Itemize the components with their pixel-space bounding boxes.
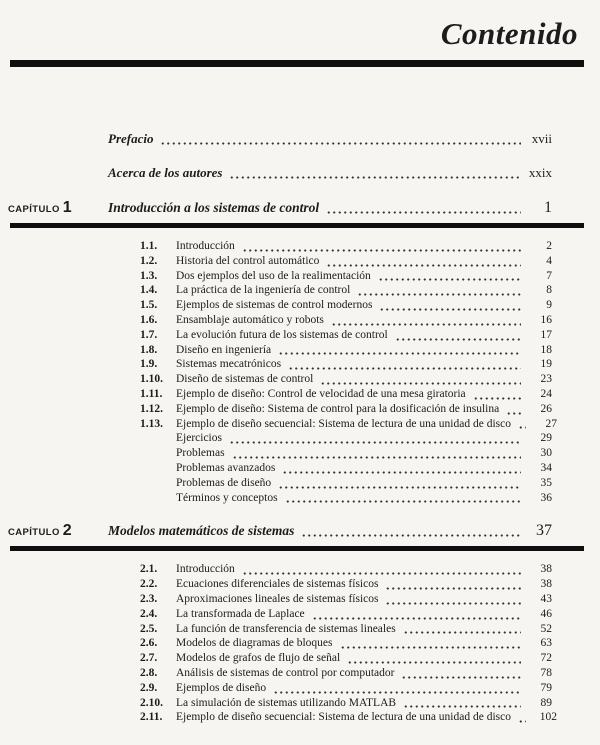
chapter-word: CAPÍTULO — [8, 204, 60, 215]
section-number: 1.13. — [140, 417, 163, 430]
chapter-number: 1 — [62, 199, 72, 216]
toc-entry — [140, 711, 557, 726]
page-number: 24 — [540, 387, 552, 400]
toc-entry — [140, 578, 552, 593]
page-number: 63 — [540, 637, 552, 650]
page-number: 1 — [544, 199, 552, 216]
page-title: Contenido — [440, 16, 578, 51]
dot-leader — [385, 587, 521, 590]
page-number: 34 — [540, 461, 552, 474]
chapter-word: CAPÍTULO — [8, 527, 60, 539]
toc-entry — [140, 329, 552, 344]
section-title: Problemas — [176, 447, 225, 460]
section-number: 1.12. — [140, 402, 163, 415]
dot-leader — [242, 572, 521, 575]
section-title: Ejemplo de diseño: Sistema de control para la dosificación de insulina — [176, 402, 500, 415]
section-title: Análisis de sistemas de control por computador — [176, 666, 395, 679]
section-title: Ejercicios — [176, 432, 222, 445]
section-number: 2.7. — [140, 652, 158, 665]
chapter-sections — [140, 563, 557, 726]
page-number: 29 — [540, 432, 552, 445]
section-title: Ejemplo de diseño secuencial: Sistema de lectura de una unidad de disco — [176, 417, 511, 430]
dot-leader — [285, 500, 521, 503]
chapter-heading — [8, 522, 552, 540]
dot-leader — [378, 278, 521, 281]
section-title: Introducción — [176, 563, 235, 576]
toc-entry — [140, 608, 552, 623]
page-number: xxix — [528, 165, 552, 180]
page-number: 102 — [539, 711, 557, 724]
page-number: 30 — [540, 447, 552, 460]
page-number: 79 — [540, 681, 552, 694]
page-number: 8 — [546, 284, 552, 297]
front-matter-label: Prefacio — [108, 131, 154, 146]
top-divider — [10, 60, 584, 67]
section-title: La simulación de sistemas utilizando MATLAB — [176, 696, 397, 709]
page-number: 78 — [540, 666, 552, 679]
toc-entry — [140, 682, 552, 697]
toc-entry — [140, 652, 552, 667]
toc-entry — [140, 314, 552, 329]
chapter-sections — [140, 240, 557, 506]
front-matter — [108, 131, 552, 182]
toc-entry — [140, 270, 552, 285]
dot-leader — [301, 534, 521, 537]
section-title: Ecuaciones diferenciales de sistemas físicos — [176, 578, 379, 591]
section-number: 2.3. — [140, 592, 158, 605]
front-matter-label: Acerca de los autores — [108, 165, 223, 180]
dot-leader — [326, 211, 521, 214]
title-row — [0, 0, 600, 56]
toc-entry — [140, 492, 552, 507]
section-number: 1.2. — [140, 254, 158, 267]
section-title: Ejemplo de diseño secuencial: Sistema de lectura de una unidad de disco — [176, 711, 511, 724]
dot-leader — [518, 720, 526, 723]
page-number: 26 — [540, 402, 552, 415]
dot-leader — [357, 293, 521, 296]
dot-leader — [403, 631, 521, 634]
page-number: 35 — [540, 476, 552, 489]
dot-leader — [242, 249, 521, 252]
toc-entry — [140, 299, 552, 314]
section-number: 1.10. — [140, 373, 163, 386]
chapter-number: 2 — [62, 522, 72, 540]
section-title: Ensamblaje automático y robots — [176, 313, 324, 326]
toc-entry — [140, 373, 552, 388]
toc-entry — [140, 432, 552, 447]
section-number: 2.8. — [140, 666, 158, 679]
chapter-title: Introducción a los sistemas de control — [108, 200, 320, 215]
dot-leader — [331, 323, 521, 326]
section-number: 1.1. — [140, 240, 158, 252]
dot-leader — [347, 661, 521, 664]
chapter-heading — [8, 199, 552, 217]
dot-leader — [278, 486, 521, 489]
section-title: La función de transferencia de sistemas lineales — [176, 622, 396, 635]
page-number: 27 — [545, 417, 557, 430]
toc-entry — [140, 447, 552, 462]
section-number: 2.2. — [140, 578, 158, 591]
page-number: 36 — [540, 491, 552, 504]
section-number: 1.9. — [140, 358, 158, 371]
section-number: 1.6. — [140, 313, 158, 326]
dot-leader — [232, 456, 521, 459]
section-title: Aproximaciones lineales de sistemas físicos — [176, 592, 379, 605]
dot-leader — [401, 676, 521, 679]
toc-entry — [140, 462, 552, 477]
section-title: Ejemplos de sistemas de control modernos — [176, 299, 373, 312]
page-number: 17 — [540, 328, 552, 341]
page-number: 23 — [540, 373, 552, 386]
dot-leader — [395, 338, 521, 341]
section-number: 2.4. — [140, 607, 158, 620]
section-number: 2.11. — [140, 711, 163, 724]
section-title: La transformada de Laplace — [176, 607, 305, 620]
section-title: Introducción — [176, 240, 235, 252]
page-number: 9 — [546, 299, 552, 312]
dot-leader — [160, 142, 521, 145]
dot-leader — [229, 176, 521, 179]
toc-entry — [140, 477, 552, 492]
page-number: 46 — [540, 607, 552, 620]
chapter-divider — [10, 223, 584, 228]
page-number: 19 — [540, 358, 552, 371]
page-number: 4 — [546, 254, 552, 267]
dot-leader — [403, 705, 521, 708]
chapter-block-1 — [0, 199, 600, 506]
section-title: Ejemplos de diseño — [176, 681, 267, 694]
dot-leader — [385, 602, 521, 605]
section-number: 1.4. — [140, 284, 158, 297]
toc-entry — [140, 284, 552, 299]
page-number: 37 — [536, 522, 552, 540]
section-title: Problemas de diseño — [176, 476, 272, 489]
section-title: La práctica de la ingeniería de control — [176, 284, 351, 297]
page-number: 2 — [546, 240, 552, 252]
dot-leader — [282, 471, 521, 474]
section-number: 1.7. — [140, 328, 158, 341]
page-number: 89 — [540, 696, 552, 709]
section-number: 2.10. — [140, 696, 163, 709]
toc-entry — [140, 563, 552, 578]
section-number: 1.11. — [140, 387, 163, 400]
toc-entry — [140, 240, 552, 255]
page-number: 38 — [540, 578, 552, 591]
toc-entry — [140, 255, 552, 270]
toc-entry — [140, 667, 552, 682]
toc-entry — [140, 593, 552, 608]
page-number: xvii — [531, 131, 552, 146]
toc-entry — [108, 165, 552, 182]
dot-leader — [320, 382, 521, 385]
section-title: Ejemplo de diseño: Control de velocidad de una mesa giratoria — [176, 387, 466, 400]
toc-entry — [140, 403, 552, 418]
section-title: Problemas avanzados — [176, 461, 276, 474]
toc-entry — [108, 131, 552, 148]
dot-leader — [506, 412, 521, 415]
section-number: 2.9. — [140, 681, 158, 694]
chapter-block-2 — [0, 522, 600, 726]
toc-entry — [140, 344, 552, 359]
section-title: Términos y conceptos — [176, 491, 278, 504]
page-number: 18 — [540, 343, 552, 356]
section-title: Modelos de grafos de flujo de señal — [176, 652, 341, 665]
section-number: 2.6. — [140, 637, 158, 650]
section-title: Dos ejemplos del uso de la realimentación — [176, 269, 371, 282]
section-title: Sistemas mecatrónicos — [176, 358, 282, 371]
section-number: 2.5. — [140, 622, 158, 635]
toc-entry — [140, 697, 552, 712]
section-number: 1.8. — [140, 343, 158, 356]
toc-entry — [140, 388, 552, 403]
chapter-divider — [10, 546, 584, 551]
section-number: 1.3. — [140, 269, 158, 282]
dot-leader — [379, 308, 521, 311]
dot-leader — [518, 426, 526, 429]
toc-entry — [140, 417, 557, 433]
section-number: 2.1. — [140, 563, 158, 576]
section-title: Modelos de diagramas de bloques — [176, 637, 333, 650]
section-title: Diseño en ingeniería — [176, 343, 272, 356]
page-number: 72 — [540, 652, 552, 665]
toc-entry — [140, 637, 552, 652]
dot-leader — [473, 397, 521, 400]
chapter-title: Modelos matemáticos de sistemas — [108, 523, 295, 539]
section-title: La evolución futura de los sistemas de control — [176, 328, 388, 341]
page-number: 43 — [540, 592, 552, 605]
toc-entry — [140, 358, 552, 373]
toc-entry — [140, 623, 552, 638]
dot-leader — [273, 691, 521, 694]
page-number: 52 — [540, 622, 552, 635]
dot-leader — [340, 646, 522, 649]
dot-leader — [288, 367, 521, 370]
page-number: 7 — [546, 269, 552, 282]
dot-leader — [278, 352, 521, 355]
section-number: 1.5. — [140, 299, 158, 312]
dot-leader — [326, 264, 521, 267]
chapter-label — [8, 199, 108, 217]
dot-leader — [312, 617, 521, 620]
chapter-label — [8, 522, 108, 540]
dot-leader — [229, 441, 521, 444]
page-number: 16 — [540, 313, 552, 326]
section-title: Diseño de sistemas de control — [176, 373, 314, 386]
page-number: 38 — [540, 563, 552, 576]
section-title: Historia del control automático — [176, 254, 320, 267]
